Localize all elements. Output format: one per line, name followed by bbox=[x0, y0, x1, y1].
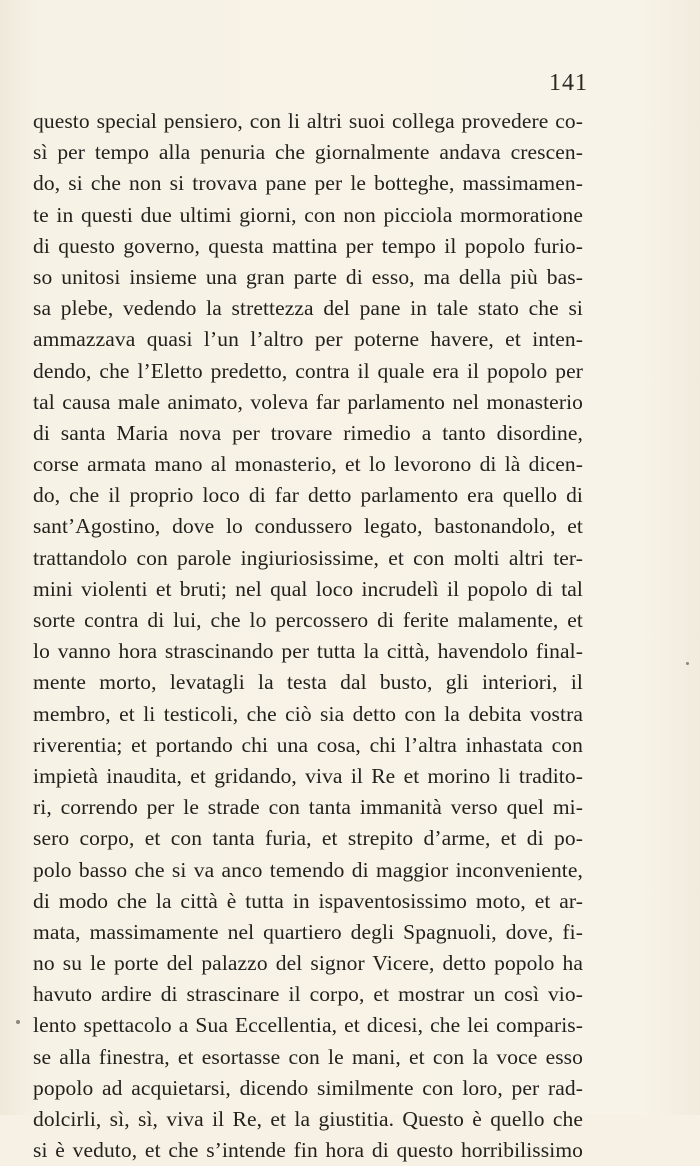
text-line: dendo, che l’Eletto predetto, contra il quale era il popolo per bbox=[33, 358, 583, 383]
text-line: tal causa male animato, voleva far parlamento nel monasterio bbox=[33, 389, 583, 414]
text-line: do, si che non si trovava pane per le botteghe, massimamen- bbox=[33, 171, 583, 196]
text-line: si è veduto, et che s’intende fin hora di questo horribilissimo bbox=[33, 1138, 583, 1163]
text-line: corse armata mano al monasterio, et lo levorono di là dicen- bbox=[33, 452, 583, 477]
text-line: trattandolo con parole ingiuriosissime, et con molti altri ter- bbox=[33, 545, 583, 570]
text-line: sorte contra di lui, che lo percossero di ferite malamente, et bbox=[33, 608, 583, 632]
text-line: te in questi due ultimi giorni, con non picciola mormoratione bbox=[33, 202, 583, 227]
text-line: lento spettacolo a Sua Eccellentia, et dicesi, che lei comparis- bbox=[33, 1013, 583, 1038]
text-line: di modo che la città è tutta in ispaventosissimo moto, et ar- bbox=[33, 888, 583, 913]
text-line: sì per tempo alla penuria che giornalmente andava crescen- bbox=[33, 140, 583, 165]
text-line: se alla finestra, et esortasse con le mani, et con la voce esso bbox=[33, 1044, 583, 1069]
text-line: membro, et li testicoli, che ciò sia detto con la debita vostra bbox=[33, 701, 583, 726]
text-line: sant’Agostino, dove lo condussero legato, bastonandolo, et bbox=[33, 514, 583, 539]
text-line: ri, correndo per le strade con tanta immanità verso quel mi- bbox=[33, 795, 583, 820]
text-line: popolo ad acquietarsi, dicendo similmente con loro, per rad- bbox=[33, 1075, 583, 1100]
text-line: ammazzava quasi l’un l’altro per poterne havere, et inten- bbox=[33, 327, 583, 352]
text-line: mente morto, levatagli la testa dal busto, gli interiori, il bbox=[33, 670, 583, 695]
page-number: 141 bbox=[549, 70, 588, 96]
text-line: sero corpo, et con tanta furia, et strepito d’arme, et di po- bbox=[33, 826, 583, 851]
text-line: lo vanno hora strascinando per tutta la città, havendolo final- bbox=[33, 639, 583, 664]
text-line: impietà inaudita, et gridando, viva il Re et morino li tradito- bbox=[33, 763, 583, 788]
text-line: do, che il proprio loco di far detto parlamento era quello di bbox=[33, 483, 583, 508]
text-line: polo basso che si va anco temendo di maggior inconveniente, bbox=[33, 857, 583, 882]
text-line: sa plebe, vedendo la strettezza del pane in tale stato che si bbox=[33, 296, 583, 321]
text-line: no su le porte del palazzo del signor Vicere, detto popolo ha bbox=[33, 951, 583, 976]
text-line: mata, massimamente nel quartiero degli Spagnuoli, dove, fi- bbox=[33, 919, 583, 944]
text-line: so unitosi insieme una gran parte di esso, ma della più bas- bbox=[33, 264, 583, 289]
page-body-text bbox=[33, 106, 583, 1166]
text-line: di santa Maria nova per trovare rimedio a tanto disordine, bbox=[33, 420, 583, 445]
text-line: riverentia; et portando chi una cosa, chi l’altra inhastata con bbox=[33, 732, 583, 757]
text-line: questo special pensiero, con li altri suoi collega provedere co- bbox=[33, 109, 583, 133]
text-line: mini violenti et bruti; nel qual loco incrudelì il popolo di tal bbox=[33, 576, 583, 601]
text-line: havuto ardire di strascinare il corpo, et mostrar un così vio- bbox=[33, 982, 583, 1007]
text-line: di questo governo, questa mattina per tempo il popolo furio- bbox=[33, 233, 583, 258]
text-line: dolcirli, sì, sì, viva il Re, et la giustitia. Questo è quello che bbox=[33, 1107, 583, 1131]
paper-speck bbox=[16, 1020, 20, 1024]
paper-speck bbox=[686, 662, 689, 665]
